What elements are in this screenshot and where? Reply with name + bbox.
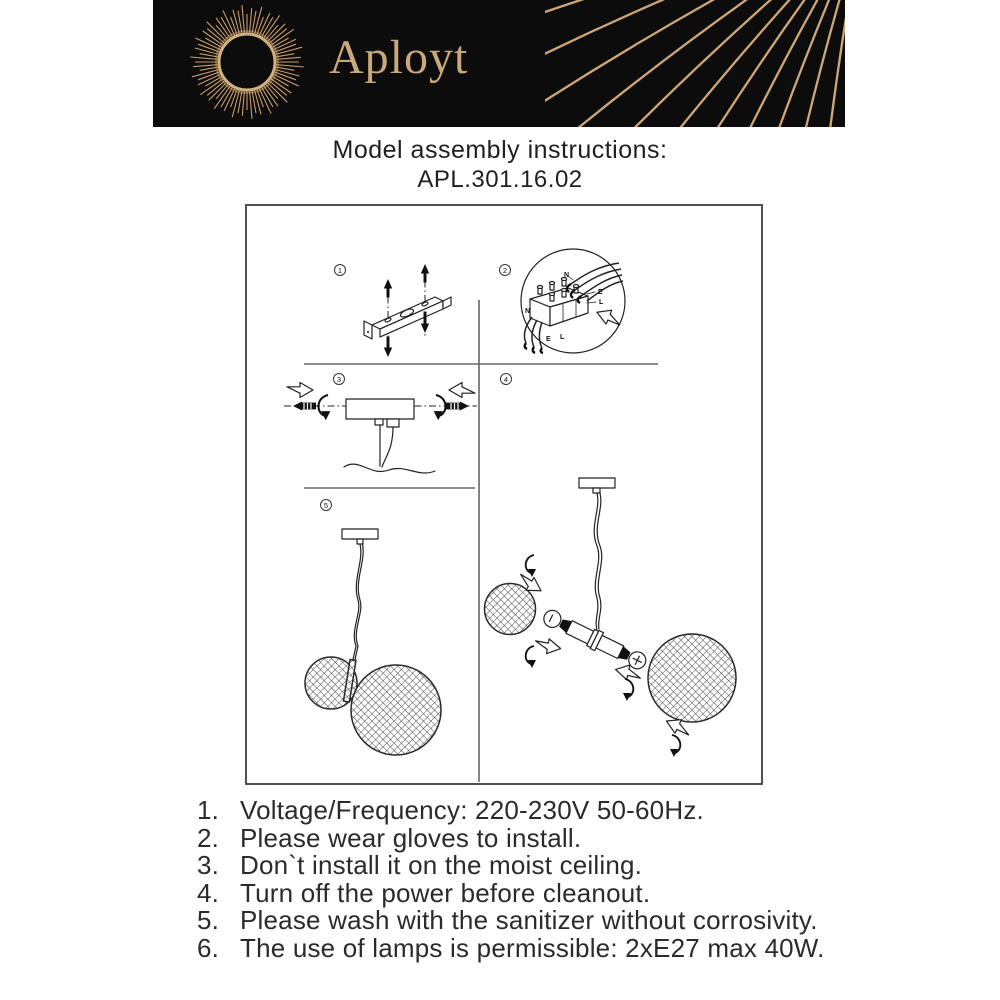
small-rattan-shade xyxy=(485,584,536,635)
item-text: Please wear gloves to install. xyxy=(240,822,582,853)
item-text: Voltage/Frequency: 220-230V 50-60Hz. xyxy=(240,795,704,825)
item-number: 2. xyxy=(197,822,220,853)
step5-assembled-pendant-drawing xyxy=(305,529,441,755)
push-arrow-icon xyxy=(594,305,624,329)
wire-label-n-in: N xyxy=(564,272,570,279)
item-number: 4. xyxy=(197,877,220,908)
brand-logo-text: Aployt xyxy=(329,31,469,84)
step-badge-2 xyxy=(500,265,511,276)
rotate-arrow-right-icon xyxy=(434,395,446,420)
corner-rays-icon xyxy=(545,0,845,127)
starburst-logo-icon xyxy=(181,0,313,127)
wire-label-l-out: L xyxy=(560,334,565,341)
item-text: Don`t install it on the moist ceiling. xyxy=(240,850,643,881)
page-title: Model assembly instructions: xyxy=(332,136,668,164)
list-item xyxy=(197,932,957,963)
step1-mounting-bracket-drawing xyxy=(364,264,451,357)
step-badge-1 xyxy=(335,265,346,276)
step3-canopy-fixing-drawing xyxy=(284,383,477,474)
heading-block xyxy=(0,135,1000,194)
large-rattan-shade xyxy=(351,665,441,755)
rotate-arrow-icon xyxy=(526,646,536,668)
attach-arrow-icon xyxy=(534,637,562,656)
item-number: 5. xyxy=(197,905,220,936)
step-badge-5 xyxy=(321,500,332,511)
svg-text:2: 2 xyxy=(502,265,508,275)
list-item xyxy=(197,822,957,853)
item-number: 1. xyxy=(197,795,220,825)
item-number: 6. xyxy=(197,932,220,963)
banner-rays xyxy=(545,0,845,127)
svg-text:1: 1 xyxy=(337,265,343,275)
rotate-arrow-left-icon xyxy=(318,395,330,420)
list-item xyxy=(197,877,957,908)
item-text: Please wash with the sanitizer without corrosivity. xyxy=(240,905,818,936)
wire-label-n-out: N xyxy=(525,308,531,315)
list-item xyxy=(197,852,957,880)
step-badge-4 xyxy=(501,374,512,385)
rotate-arrow-icon xyxy=(526,555,536,577)
item-text: Turn off the power before cleanout. xyxy=(240,877,651,908)
step2-wiring-detail-drawing xyxy=(521,249,625,353)
assembly-diagram xyxy=(247,206,761,783)
step-badge-3 xyxy=(334,374,345,385)
item-text: The use of lamps is permissible: 2xE27 max 40W. xyxy=(240,932,825,963)
ceiling-break-line xyxy=(344,464,435,473)
brand-banner xyxy=(153,0,845,127)
assembly-diagram-box xyxy=(245,204,763,785)
model-number: APL.301.16.02 xyxy=(417,166,583,193)
instruction-list xyxy=(197,797,957,963)
svg-text:4: 4 xyxy=(503,374,509,384)
screw-right-icon xyxy=(446,402,469,411)
lamp-body-tube xyxy=(540,606,649,673)
screw-left-icon xyxy=(293,402,316,411)
push-arrow-left-icon xyxy=(287,383,313,398)
step-badges xyxy=(321,265,512,511)
list-item xyxy=(197,907,957,935)
wire-label-l-in: L xyxy=(599,299,604,306)
wire-label-e-in: E xyxy=(598,289,603,296)
step4-exploded-pendant-drawing xyxy=(485,478,737,757)
large-rattan-shade xyxy=(648,634,736,722)
item-number: 3. xyxy=(197,850,220,881)
push-arrow-right-icon xyxy=(449,383,475,398)
wire-label-e-out: E xyxy=(546,336,551,343)
svg-text:3: 3 xyxy=(336,374,342,384)
svg-text:5: 5 xyxy=(323,500,329,510)
rotate-arrow-icon xyxy=(670,735,680,757)
list-item xyxy=(197,797,957,825)
rotate-arrow-icon xyxy=(623,679,633,701)
